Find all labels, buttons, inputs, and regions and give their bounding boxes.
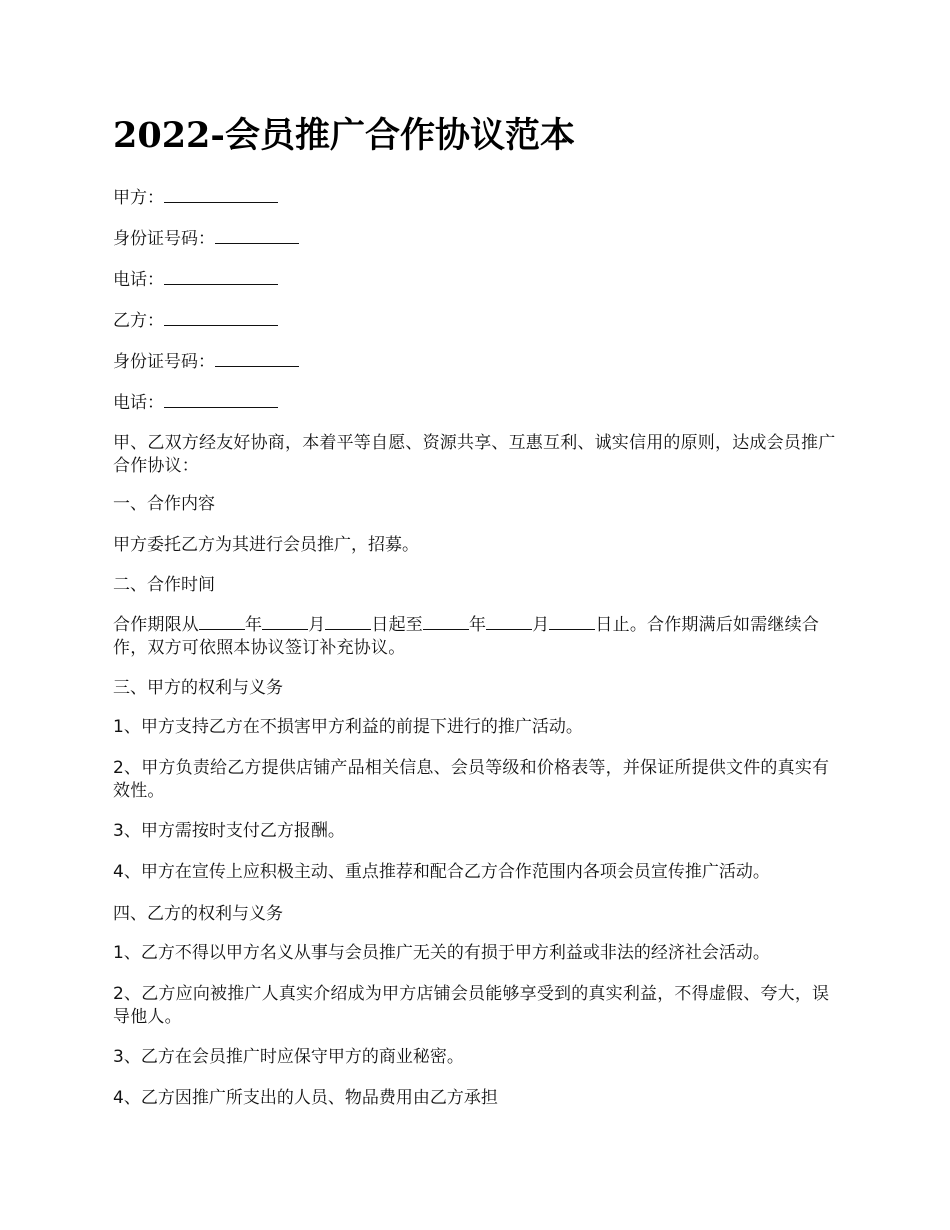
party-a-field	[113, 186, 278, 210]
end-year-blank	[423, 613, 469, 630]
party-b-id-blank	[215, 350, 299, 367]
term-year-1: 年	[245, 615, 263, 635]
section-3-item-3: 3、甲方需按时支付乙方报酬。	[113, 821, 345, 841]
party-a-id-field	[113, 227, 299, 251]
end-month-blank	[486, 613, 532, 630]
section-4-item-3: 3、乙方在会员推广时应保守甲方的商业秘密。	[113, 1047, 464, 1067]
party-a-label: 甲方：	[113, 188, 164, 208]
term-rest: 合作期满后如需继续合作，双方可依照本协议签订补充协议。	[113, 615, 820, 658]
party-a-blank	[164, 186, 278, 203]
term-month-1: 月	[308, 615, 326, 635]
section-4-item-1: 1、乙方不得以甲方名义从事与会员推广无关的有损于甲方利益或非法的经济社会活动。	[113, 943, 770, 963]
section-4-heading: 四、乙方的权利与义务	[113, 904, 283, 924]
party-b-phone-field	[113, 391, 278, 415]
term-prefix: 合作期限从	[113, 615, 199, 635]
party-a-id-label: 身份证号码：	[113, 229, 215, 249]
section-3-item-4: 4、甲方在宣传上应积极主动、重点推荐和配合乙方合作范围内各项会员宣传推广活动。	[113, 862, 770, 882]
party-b-id-label: 身份证号码：	[113, 352, 215, 372]
section-4-item-4: 4、乙方因推广所支出的人员、物品费用由乙方承担	[113, 1088, 498, 1108]
start-month-blank	[262, 613, 308, 630]
party-b-label: 乙方：	[113, 311, 164, 331]
document-title: 2022-会员推广合作协议范本	[113, 115, 575, 156]
term-paragraph	[113, 613, 841, 660]
end-day-blank	[549, 613, 595, 630]
party-a-phone-blank	[164, 268, 278, 285]
start-day-blank	[325, 613, 371, 630]
section-3-heading: 三、甲方的权利与义务	[113, 678, 283, 698]
party-b-field	[113, 309, 278, 333]
party-a-phone-label: 电话：	[113, 270, 164, 290]
term-day-1: 日起至	[371, 615, 424, 635]
start-year-blank	[199, 613, 245, 630]
intro-paragraph: 甲、乙双方经友好协商，本着平等自愿、资源共享、互惠互利、诚实信用的原则，达成会员推广合作协议：	[113, 433, 836, 476]
term-day-2: 日止。	[595, 615, 648, 635]
party-a-id-blank	[215, 227, 299, 244]
party-b-phone-label: 电话：	[113, 393, 164, 413]
section-3-item-1: 1、甲方支持乙方在不损害甲方利益的前提下进行的推广活动。	[113, 717, 583, 737]
party-a-phone-field	[113, 268, 278, 292]
section-2-heading: 二、合作时间	[113, 575, 215, 595]
party-b-id-field	[113, 350, 299, 374]
section-3-item-2: 2、甲方负责给乙方提供店铺产品相关信息、会员等级和价格表等，并保证所提供文件的真实有效性。	[113, 758, 830, 801]
section-1-heading: 一、合作内容	[113, 494, 215, 514]
party-b-blank	[164, 309, 278, 326]
section-1-text: 甲方委托乙方为其进行会员推广，招募。	[113, 535, 419, 555]
term-year-2: 年	[469, 615, 487, 635]
term-month-2: 月	[532, 615, 550, 635]
party-b-phone-blank	[164, 391, 278, 408]
section-4-item-2: 2、乙方应向被推广人真实介绍成为甲方店铺会员能够享受到的真实利益，不得虚假、夸大，误导他人。	[113, 984, 830, 1027]
